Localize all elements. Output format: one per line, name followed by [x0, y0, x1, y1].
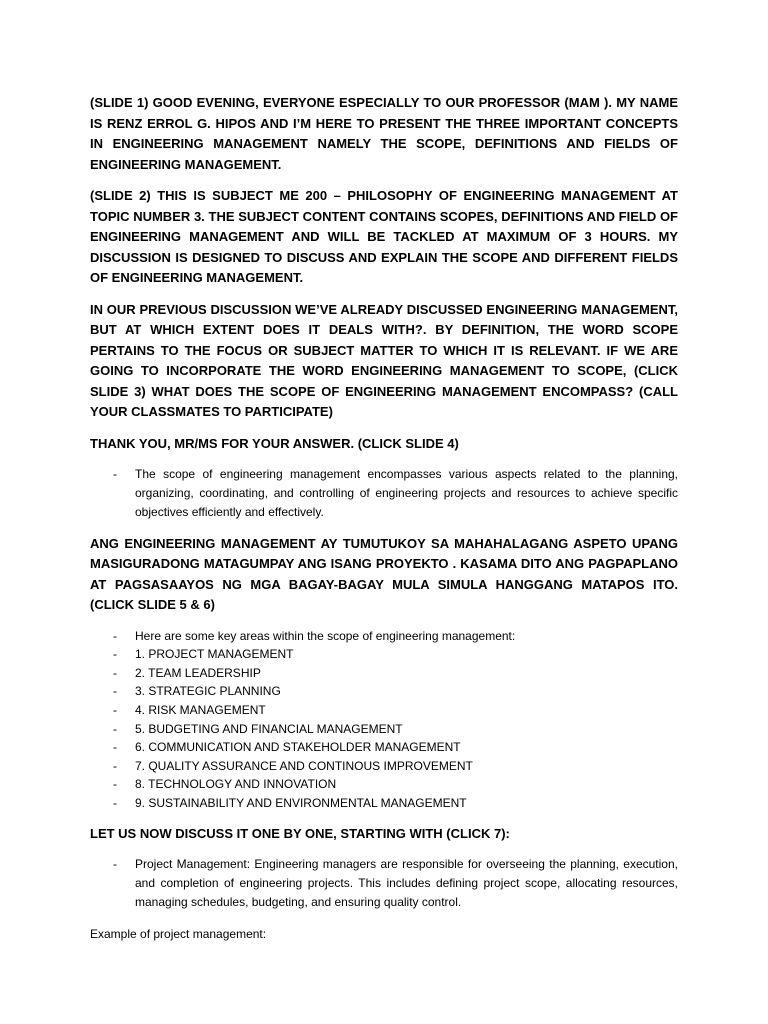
- list-item-text: 7. QUALITY ASSURANCE AND CONTINOUS IMPROVEMENT: [135, 758, 473, 773]
- paragraph-thank-you: THANK YOU, MR/MS FOR YOUR ANSWER. (CLICK SLIDE 4): [90, 435, 459, 451]
- list-item: [90, 855, 678, 913]
- list-item-text: 2. TEAM LEADERSHIP: [135, 665, 261, 680]
- bullet-dash: -: [113, 665, 117, 680]
- paragraph-discuss-intro: LET US NOW DISCUSS IT ONE BY ONE, STARTING WITH (CLICK 7):: [90, 825, 510, 841]
- bullet-dash: -: [113, 702, 117, 717]
- bullet-dash: -: [113, 467, 117, 481]
- bullet-dash: -: [113, 857, 117, 872]
- bullet-dash: -: [113, 684, 117, 699]
- list-item-text: 9. SUSTAINABILITY AND ENVIRONMENTAL MANAGEMENT: [135, 795, 467, 810]
- key-areas-list: [90, 627, 678, 813]
- list-item-text: The scope of engineering management encompasses various aspects related to the planning, organizing, coordinating, and controlling of engineering projects and resources to achieve specific objectives efficiently and effectively.: [135, 467, 678, 520]
- list-item: [90, 701, 678, 720]
- bullet-dash: -: [113, 721, 117, 736]
- list-item: [90, 738, 678, 757]
- list-item-text: 4. RISK MANAGEMENT: [135, 702, 266, 717]
- project-management-list: [90, 855, 678, 913]
- list-item-text: 8. TECHNOLOGY AND INNOVATION: [135, 777, 337, 792]
- bullet-dash: -: [113, 740, 117, 755]
- bullet-dash: -: [113, 758, 117, 773]
- list-item-text: 1. PROJECT MANAGEMENT: [135, 647, 294, 662]
- paragraph-scope-question: IN OUR PREVIOUS DISCUSSION WE’VE ALREADY DISCUSSED ENGINEERING MANAGEMENT, BUT AT WHICH EXTENT DOES IT DEALS WITH?. BY DEFINITION, THE WORD SCOPE PERTAINS TO THE FOCUS OR SUBJECT MATTER TO WHICH IT IS RELEVANT. IF WE ARE GOING TO INCORPORATE THE WORD ENGINEERING MANAGEMENT TO SCOPE, (CLICK SLIDE 3) WHAT DOES THE SCOPE OF ENGINEERING MANAGEMENT ENCOMPASS? (CALL YOUR CLASSMATES TO PARTICIPATE): [90, 301, 678, 419]
- list-item: [90, 720, 678, 739]
- list-item: [90, 664, 678, 683]
- paragraph-slide-2: (SLIDE 2) THIS IS SUBJECT ME 200 – PHILOSOPHY OF ENGINEERING MANAGEMENT AT TOPIC NUMBER 3. THE SUBJECT CONTENT CONTAINS SCOPES, DEFINITIONS AND FIELD OF ENGINEERING MANAGEMENT AND WILL BE TACKLED AT MAXIMUM OF 3 HOURS. MY DISCUSSION IS DESIGNED TO DISCUSS AND EXPLAIN THE SCOPE AND DIFFERENT FIELDS OF ENGINEERING MANAGEMENT.: [90, 188, 678, 285]
- list-item-text: Here are some key areas within the scope of engineering management:: [135, 628, 516, 643]
- list-item-text: 6. COMMUNICATION AND STAKEHOLDER MANAGEMENT: [135, 740, 461, 755]
- paragraph-example-heading: Example of project management:: [90, 926, 267, 941]
- bullet-dash: -: [113, 647, 117, 662]
- list-item: [90, 682, 678, 701]
- scope-definition-list: [90, 465, 678, 523]
- list-item: [90, 465, 678, 523]
- list-item: [90, 775, 678, 794]
- list-item: [90, 645, 678, 664]
- list-item-text: 5. BUDGETING AND FINANCIAL MANAGEMENT: [135, 721, 403, 736]
- list-item: [90, 757, 678, 776]
- list-item-text: Project Management: Engineering managers are responsible for overseeing the planning, execution, and completion of engineering projects. This includes defining project scope, allocating resources, managing schedules, budgeting, and ensuring quality control.: [135, 857, 678, 910]
- paragraph-filipino: ANG ENGINEERING MANAGEMENT AY TUMUTUKOY SA MAHAHALAGANG ASPETO UPANG MASIGURADONG MATAGUMPAY ANG ISANG PROYEKTO . KASAMA DITO ANG PAGPAPLANO AT PAGSASAAYOS NG MGA BAGAY-BAGAY MULA SIMULA HANGGANG MATAPOS ITO. (CLICK SLIDE 5 & 6): [90, 535, 678, 613]
- list-item: [90, 627, 678, 646]
- bullet-dash: -: [113, 628, 117, 643]
- paragraph-slide-1: (SLIDE 1) GOOD EVENING, EVERYONE ESPECIALLY TO OUR PROFESSOR (MAM ). MY NAME IS RENZ ERROL G. HIPOS AND I’M HERE TO PRESENT THE THREE IMPORTANT CONCEPTS IN ENGINEERING MANAGEMENT NAMELY THE SCOPE, DEFINITIONS AND FIELDS OF ENGINEERING MANAGEMENT.: [90, 95, 678, 172]
- list-item-text: 3. STRATEGIC PLANNING: [135, 684, 281, 699]
- list-item: [90, 794, 678, 813]
- bullet-dash: -: [113, 795, 117, 810]
- bullet-dash: -: [113, 777, 117, 792]
